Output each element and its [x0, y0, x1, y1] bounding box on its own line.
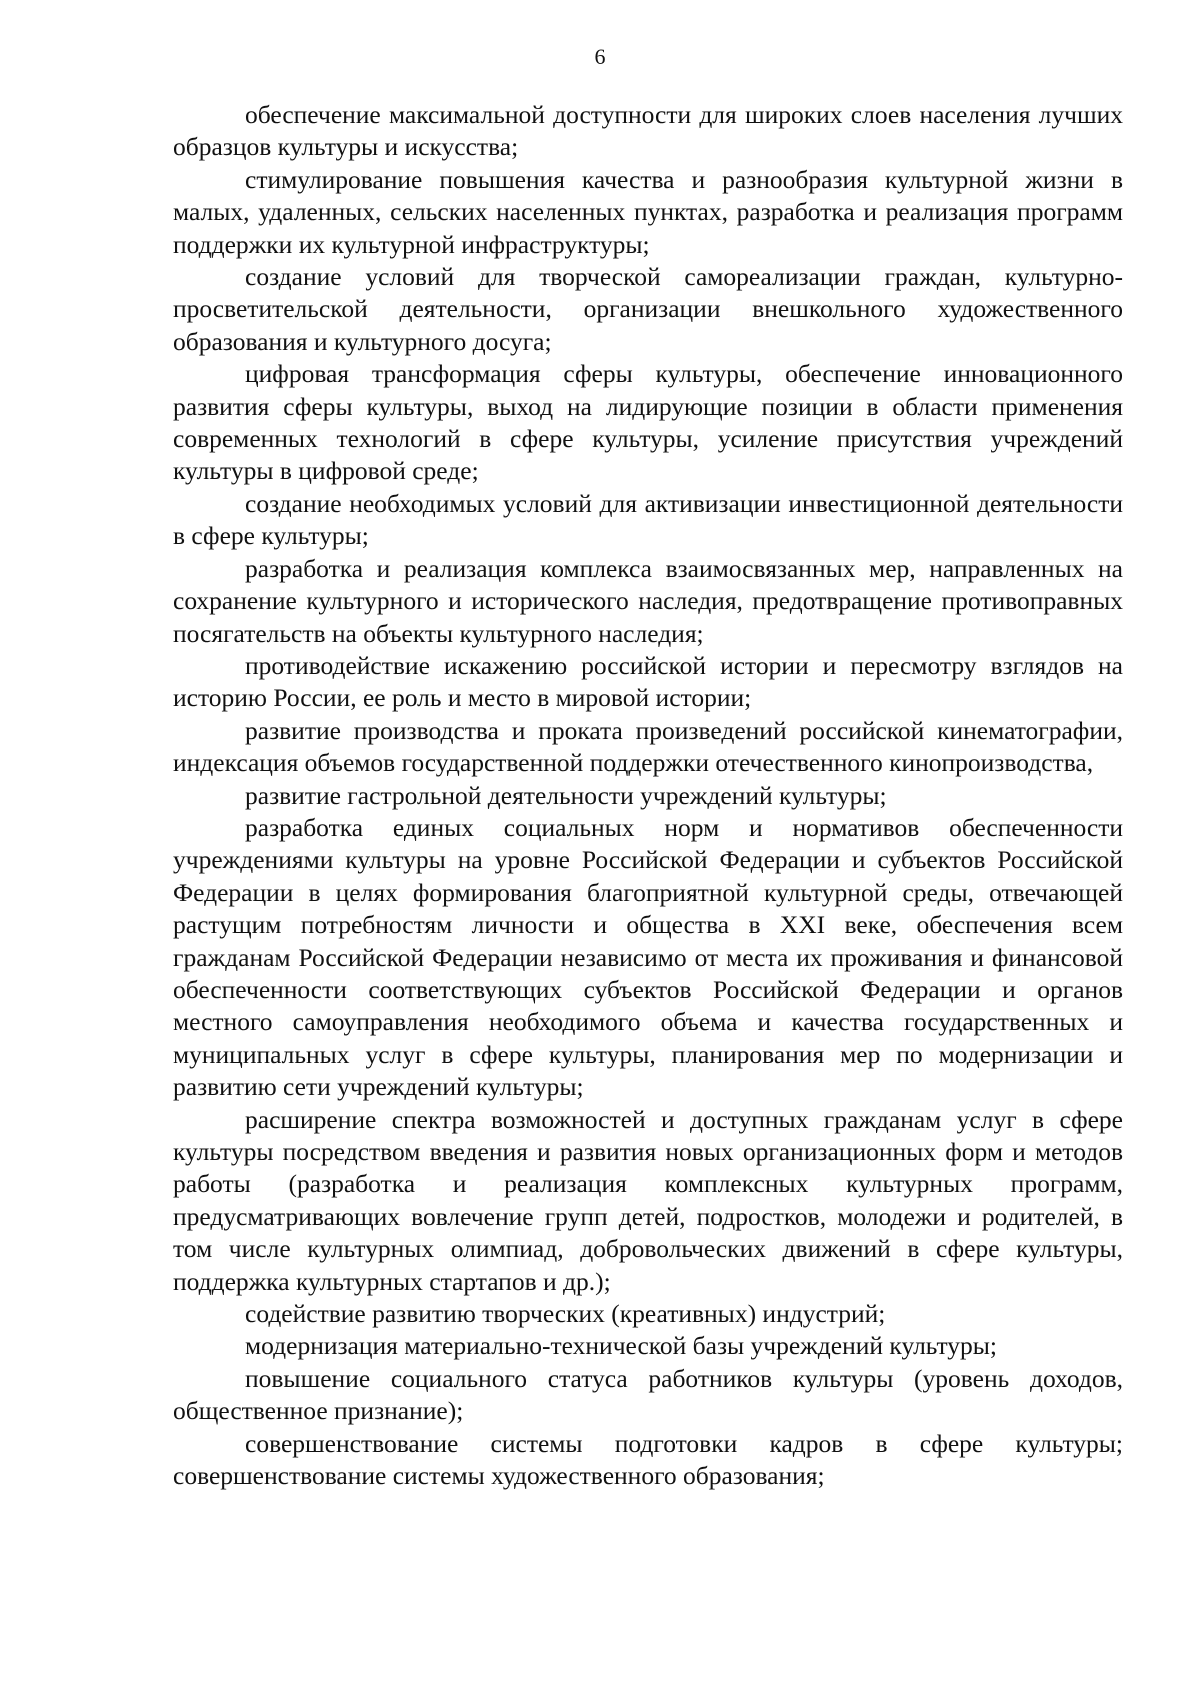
- list-item: разработка единых социальных норм и нормативов обеспеченности учреждениями культуры на уровне Российской Федерации и субъектов Российской Федерации в целях формирования благоприятной культурной среды, отвечающей растущим потребностям личности и общества в XXI веке, обеспечения всем гражданам Российской Федерации независимо от места их проживания и финансовой обеспеченности соответствующих субъектов Российской Федерации и органов местного самоуправления необходимого объема и качества государственных и муниципальных услуг в сфере культуры, планирования мер по модернизации и развитию сети учреждений культуры;: [173, 812, 1123, 1102]
- list-item: повышение социального статуса работников культуры (уровень доходов, общественное признание);: [173, 1363, 1123, 1426]
- list-item: создание условий для творческой самореализации граждан, культурно-просветительской деятельности, организации внешкольного художественного образования и культурного досуга;: [173, 262, 1123, 356]
- list-item: разработка и реализация комплекса взаимосвязанных мер, направленных на сохранение культурного и исторического наследия, предотвращение противоправных посягательств на объекты культурного наследия;: [173, 553, 1123, 648]
- list-item: стимулирование повышения качества и разнообразия культурной жизни в малых, удаленных, сельских населенных пунктах, разработка и реализация программ поддержки их культурной инфраструктуры;: [173, 164, 1123, 259]
- list-item: расширение спектра возможностей и доступных гражданам услуг в сфере культуры посредством введения и развития новых организационных форм и методов работы (разработка и реализация комплексных культурных программ, предусматривающих вовлечение групп детей, подростков, молодежи и родителей, в том числе культурных олимпиад, добровольческих движений в сфере культуры, поддержка культурных стартапов и др.);: [173, 1104, 1123, 1296]
- list-item: создание необходимых условий для активизации инвестиционной деятельности в сфере культуры;: [173, 488, 1123, 551]
- document-body: [173, 99, 1123, 1492]
- list-item: содействие развитию творческих (креативных) индустрий;: [245, 1299, 886, 1329]
- list-item: противодействие искажению российской истории и пересмотру взглядов на историю России, ее роль и место в мировой истории;: [173, 650, 1123, 713]
- list-item: развитие гастрольной деятельности учреждений культуры;: [245, 780, 887, 810]
- list-item: цифровая трансформация сферы культуры, обеспечение инновационного развития сферы культуры, выход на лидирующие позиции в области применения современных технологий в сфере культуры, усиление присутствия учреждений культуры в цифровой среде;: [173, 359, 1123, 486]
- list-item: совершенствование системы подготовки кадров в сфере культуры; совершенствование системы художественного образования;: [173, 1428, 1123, 1491]
- list-item: развитие производства и проката произведений российской кинематографии, индексация объемов государственной поддержки отечественного кинопроизводства,: [173, 715, 1123, 778]
- page-number: 6: [594, 44, 606, 69]
- list-item: обеспечение максимальной доступности для широких слоев населения лучших образцов культуры и искусства;: [173, 100, 1123, 162]
- list-item: модернизация материально-технической базы учреждений культуры;: [245, 1331, 997, 1361]
